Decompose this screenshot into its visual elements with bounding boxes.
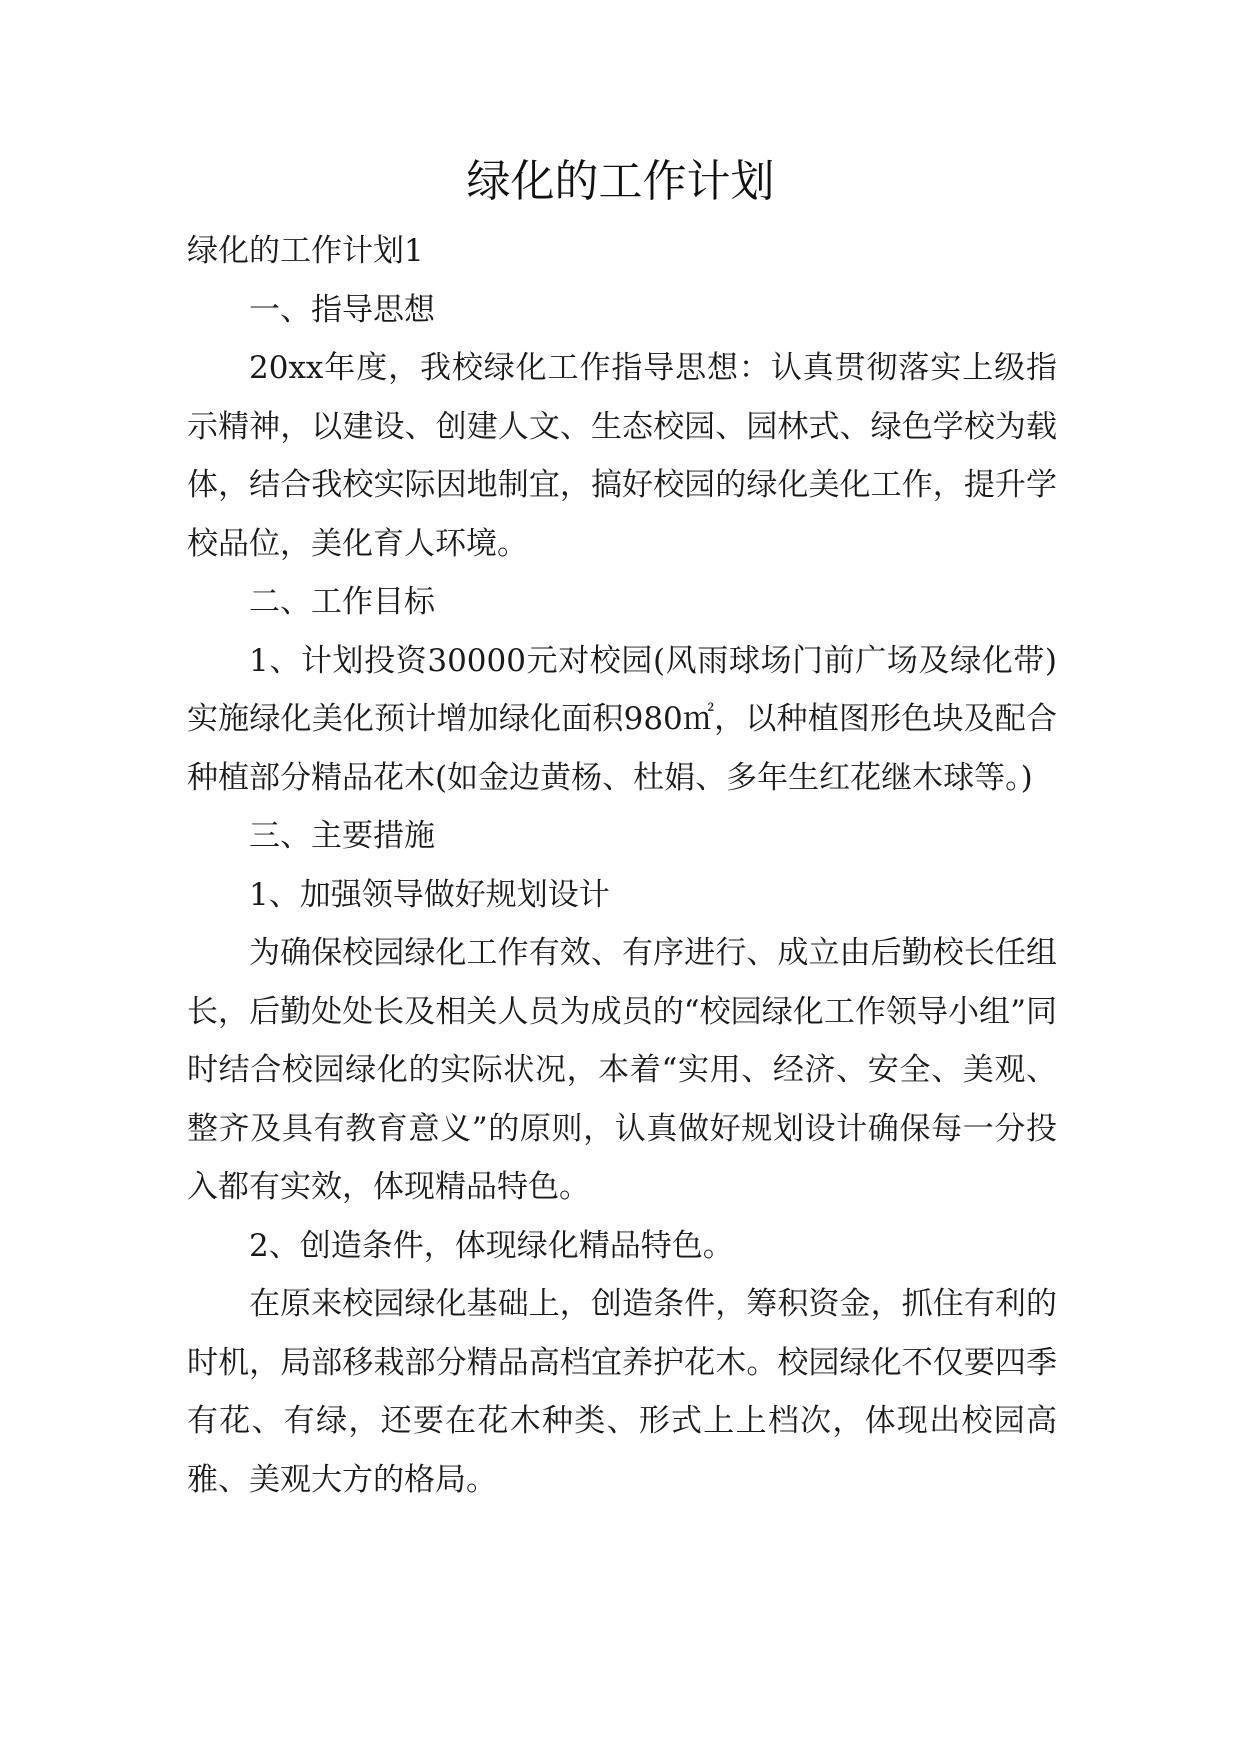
paragraph-guiding-ideology: 20xx年度，我校绿化工作指导思想：认真贯彻落实上级指示精神，以建设、创建人文、生态校园、园林式、绿色学校为载体，结合我校实际因地制宜，搞好校园的绿化美化工作，提升学校品位，美化育人环境。: [187, 350, 1057, 562]
paragraph-leadership-planning: 为确保校园绿化工作有效、有序进行、成立由后勤校长任组长，后勤处处长及相关人员为成员的“校园绿化工作领导小组”同时结合校园绿化的实际状况，本着“实用、经济、安全、美观、整齐及具有教育意义”的原则，认真做好规划设计确保每一分投入都有实效，体现精品特色。: [187, 935, 1057, 1205]
paragraph-work-goals: 1、计划投资30000元对校园(风雨球场门前广场及绿化带)实施绿化美化预计增加绿化面积980㎡，以种植图形色块及配合种植部分精品花木(如金边黄杨、杜娟、多年生红花继木球等。): [187, 642, 1057, 796]
heading-main-measures: 三、主要措施: [249, 818, 435, 854]
subheading-create-conditions: 2、创造条件，体现绿化精品特色。: [249, 1227, 734, 1264]
heading-work-goals: 二、工作目标: [249, 584, 435, 620]
section-subtitle: 绿化的工作计划1: [187, 233, 424, 269]
document-body: [187, 222, 1057, 1509]
subheading-leadership-planning: 1、加强领导做好规划设计: [249, 876, 610, 913]
paragraph-create-conditions: 在原来校园绿化基础上，创造条件，筹积资金，抓住有利的时机，局部移栽部分精品高档宜养护花木。校园绿化不仅要四季有花、有绿，还要在花木种类、形式上上档次，体现出校园高雅、美观大方的格局。: [187, 1286, 1057, 1498]
heading-guiding-ideology: 一、指导思想: [249, 291, 435, 328]
document-title: 绿化的工作计划: [466, 156, 775, 207]
